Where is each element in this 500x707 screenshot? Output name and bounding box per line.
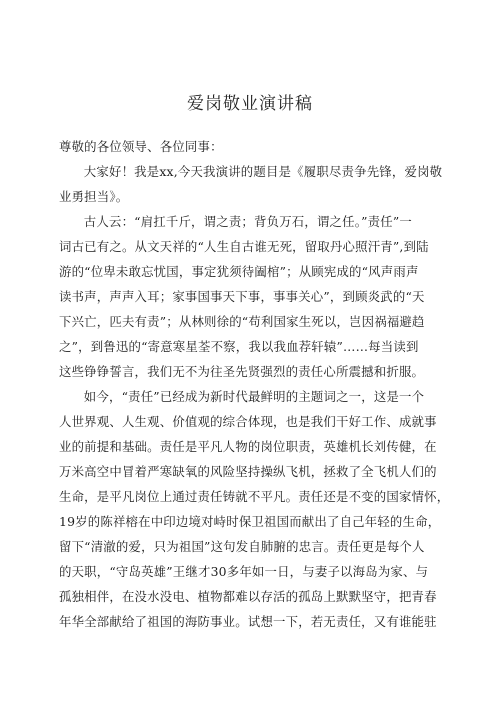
paragraph-line: 下兴亡，匹夫有责”；从林则徐的“苟利国家生死以，岂因祸福避趋 (59, 314, 425, 329)
paragraph-line: 这些铮铮誓言，我们无不为往圣先贤强烈的责任心所震撼和折服。 (59, 364, 425, 379)
paragraph-line: 19岁的陈祥榕在中印边境对峙时保卫祖国而献出了自己年轻的生命， (59, 514, 441, 529)
paragraph-line: 尊敬的各位领导、各位同事： (59, 139, 223, 154)
paragraph-line: 词古已有之。从文天祥的“人生自古谁无死，留取丹心照汗青”,到陆 (59, 239, 429, 254)
paragraph-line: 游的“位卑未敢忘忧国，事定犹须待阖棺”；从顾宪成的“风声雨声 (59, 264, 419, 279)
paragraph-line: 大家好！我是xx,今天我演讲的题目是《履职尽责争先锋，爱岗敬 (83, 164, 443, 179)
paragraph-line: 的天职，“守岛英雄”王继才30多年如一日，与妻子以海岛为家、与 (59, 564, 429, 579)
paragraph-line: 业勇担当》。 (59, 189, 129, 204)
paragraph-line: 古人云：“肩扛千斤，谓之责；背负万石，谓之任。”责任”一 (83, 214, 412, 229)
paragraph-line: 留下“清澈的爱，只为祖国”这句发自肺腑的忠言。责任更是每个人 (59, 539, 425, 554)
paragraph-line: 生命，是平凡岗位上通过责任铸就不平凡。责任还是不变的国家情怀， (59, 489, 449, 504)
paragraph-line: 如今，“责任”已经成为新时代最鲜明的主题词之一，这是一个 (83, 389, 425, 404)
paragraph-line: 年华全部献给了祖国的海防事业。试想一下，若无责任，又有谁能驻 (59, 614, 437, 629)
paragraph-line: 业的前提和基础。责任是平凡人物的岗位职责，英雄机长刘传健，在 (59, 439, 437, 454)
paragraph-line: 孤独相伴，在没水没电、植物都难以存活的孤岛上默默坚守，把青春 (59, 589, 437, 604)
document-title: 爱岗敬业演讲稿 (187, 94, 313, 114)
paragraph-line: 之”，到鲁迅的“寄意寒星荃不察，我以我血荐轩辕”……每当读到 (59, 339, 419, 354)
paragraph-line: 万米高空中冒着严寒缺氧的风险坚持操纵飞机，拯救了全飞机人们的 (59, 464, 437, 479)
document-body (59, 134, 449, 634)
paragraph-line: 人世界观、人生观、价值观的综合体现，也是我们干好工作、成就事 (59, 414, 437, 429)
paragraph-line: 读书声，声声入耳；家事国事天下事，事事关心”，到顾炎武的“天 (59, 289, 425, 304)
